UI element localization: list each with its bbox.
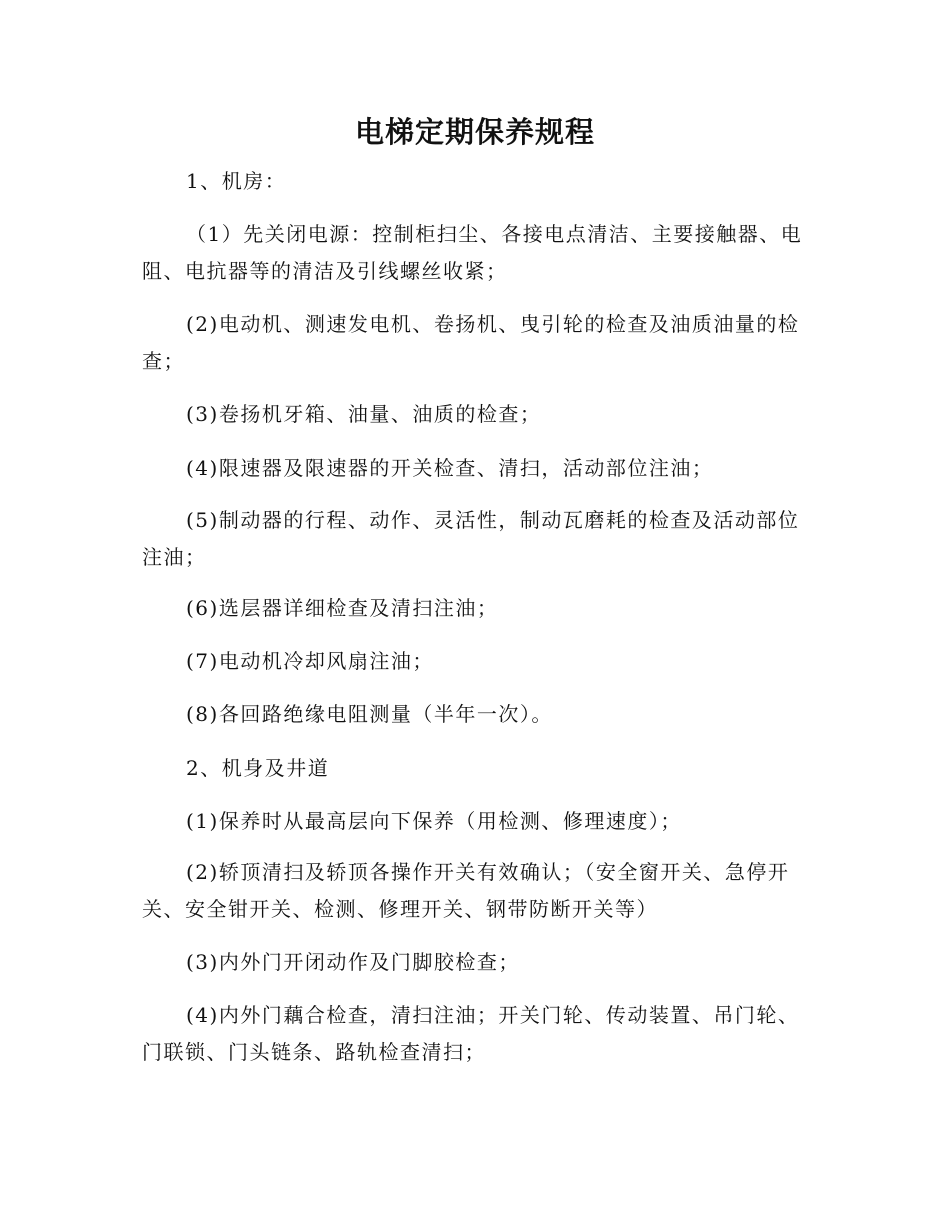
paragraph-shaft-item-2: (2)轿顶清扫及轿顶各操作开关有效确认；（安全窗开关、急停开关、安全钳开关、检测、修理开关、钢带防断开关等） — [142, 860, 790, 921]
paragraph-item-4: (4)限速器及限速器的开关检查、清扫，活动部位注油； — [186, 456, 714, 480]
paragraph-item-3: (3)卷扬机牙箱、油量、油质的检查； — [186, 402, 542, 426]
document-title: 电梯定期保养规程 — [354, 115, 595, 149]
section-heading-machine-room: 1、机房： — [186, 169, 287, 193]
paragraph-item-1: （1）先关闭电源：控制柜扫尘、各接电点清洁、主要接触器、电阻、电抗器等的清洁及引线螺丝收紧； — [142, 222, 803, 283]
paragraph-item-2: (2)电动机、测速发电机、卷扬机、曳引轮的检查及油质油量的检查； — [142, 312, 800, 373]
paragraph-item-8: (8)各回路绝缘电阻测量（半年一次）。 — [186, 702, 553, 726]
paragraph-shaft-item-4: (4)内外门藕合检查，清扫注油；开关门轮、传动装置、吊门轮、门联锁、门头链条、路轨检查清扫； — [142, 1003, 800, 1064]
paragraph-item-6: (6)选层器详细检查及清扫注油； — [186, 596, 499, 620]
paragraph-item-7: (7)电动机冷却风扇注油； — [186, 649, 434, 673]
section-heading-car-and-shaft: 2、机身及井道 — [186, 756, 330, 780]
paragraph-shaft-item-1: (1)保养时从最高层向下保养（用检测、修理速度）； — [186, 809, 682, 833]
paragraph-shaft-item-3: (3)内外门开闭动作及门脚胶检查； — [186, 950, 520, 974]
paragraph-item-5: (5)制动器的行程、动作、灵活性，制动瓦磨耗的检查及活动部位注油； — [142, 508, 800, 569]
